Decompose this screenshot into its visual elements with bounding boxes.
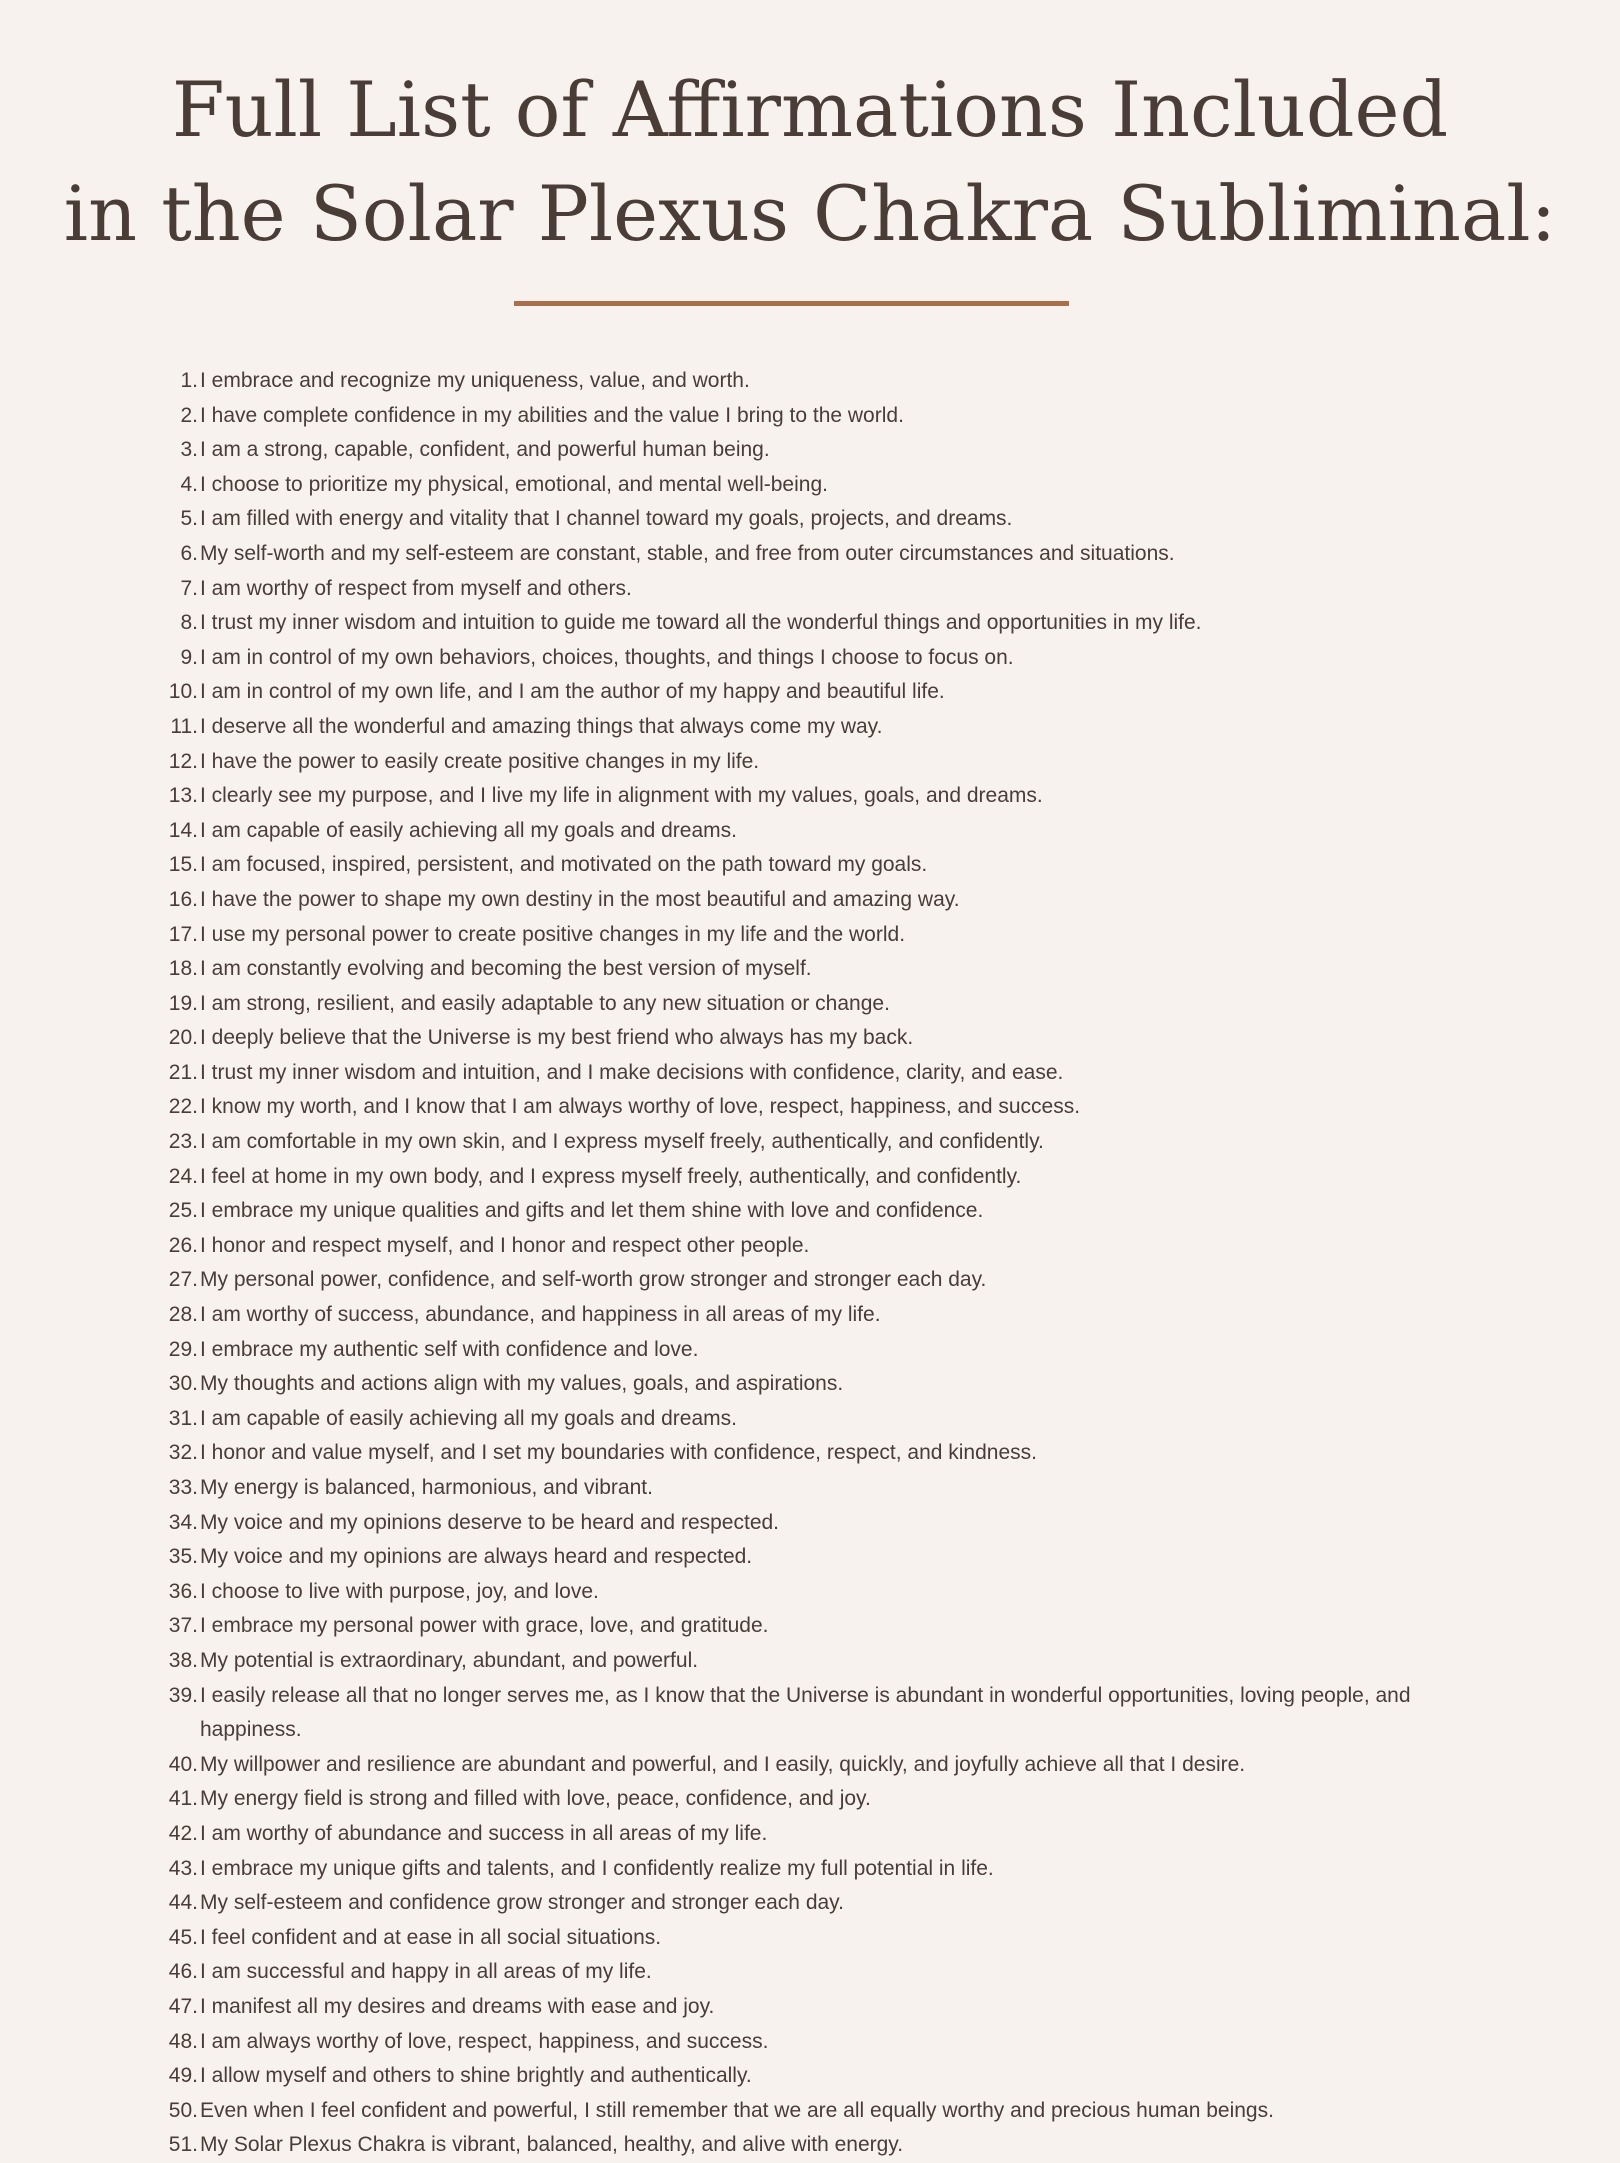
- list-item-text: I am worthy of respect from myself and others.: [200, 576, 632, 600]
- list-item: [0, 537, 1620, 572]
- list-item-text: My thoughts and actions align with my values, goals, and aspirations.: [200, 1372, 844, 1396]
- list-item-text: I deserve all the wonderful and amazing things that always come my way.: [200, 714, 883, 738]
- list-item-number: 11.: [170, 714, 198, 738]
- list-item-number: 16.: [168, 887, 198, 911]
- list-item-text: My energy is balanced, harmonious, and vibrant.: [200, 1476, 653, 1499]
- list-item-number: 39.: [168, 1683, 198, 1707]
- list-item-text: I clearly see my purpose, and I live my life in alignment with my values, goals, and dreams.: [200, 784, 1043, 808]
- list-item: [0, 1575, 1620, 1610]
- list-item-number: 19.: [168, 991, 198, 1015]
- list-item-number: 33.: [168, 1476, 198, 1499]
- list-item-number: 6.: [180, 541, 198, 565]
- list-item: [0, 2025, 1620, 2060]
- list-item-number: 40.: [168, 1752, 198, 1776]
- list-item-number: 8.: [180, 611, 198, 635]
- list-item-text: My potential is extraordinary, abundant, and powerful.: [200, 1648, 699, 1672]
- list-item-number: 21.: [168, 1060, 198, 1084]
- list-item-text: I allow myself and others to shine brightly and authentically.: [200, 2064, 752, 2088]
- list-item: [0, 1194, 1620, 1229]
- list-item-number: 10.: [168, 680, 198, 704]
- title-divider: [514, 301, 1069, 306]
- list-item-number: 41.: [168, 1787, 198, 1811]
- list-item: [0, 1021, 1620, 1056]
- list-item: [0, 1817, 1620, 1852]
- list-item-text: I deeply believe that the Universe is my best friend who always has my back.: [200, 1026, 914, 1050]
- list-item-number: 24.: [168, 1164, 198, 1188]
- list-item: [0, 1748, 1620, 1783]
- list-item: [0, 1955, 1620, 1990]
- list-item-text: I am successful and happy in all areas of my life.: [200, 1960, 652, 1984]
- list-item-number: 20.: [168, 1026, 198, 1050]
- list-item: [0, 606, 1620, 641]
- list-item: [0, 952, 1620, 987]
- list-item-text: I am focused, inspired, persistent, and motivated on the path toward my goals.: [200, 853, 928, 877]
- list-item-number: 45.: [168, 1925, 198, 1949]
- list-item-number: 28.: [168, 1303, 198, 1327]
- list-item-text: I embrace and recognize my uniqueness, value, and worth.: [200, 369, 750, 392]
- list-item-number: 14.: [168, 818, 198, 842]
- list-item-text: I embrace my authentic self with confidence and love.: [200, 1337, 699, 1361]
- list-item-number: 48.: [168, 2029, 198, 2053]
- list-item-text: Even when I feel confident and powerful, I still remember that we are all equally worthy and precious human beings.: [200, 2098, 1274, 2122]
- page-title: [0, 58, 1620, 266]
- list-item-number: 22.: [168, 1095, 198, 1119]
- list-item-number: 29.: [168, 1337, 198, 1361]
- list-item: [0, 502, 1620, 537]
- list-item-text: I have the power to easily create positive changes in my life.: [200, 749, 760, 773]
- list-item: [0, 814, 1620, 849]
- list-item-number: 37.: [168, 1614, 198, 1638]
- list-item: [0, 1333, 1620, 1368]
- list-item-text: I am constantly evolving and becoming the best version of myself.: [200, 957, 812, 981]
- list-item: [0, 710, 1620, 745]
- list-item-number: 38.: [168, 1648, 198, 1672]
- list-item-text: My voice and my opinions deserve to be heard and respected.: [200, 1510, 780, 1534]
- list-item: [0, 1782, 1620, 1817]
- list-item: [0, 572, 1620, 607]
- list-item: [0, 1609, 1620, 1644]
- list-item: [0, 2128, 1620, 2163]
- list-item: [0, 1540, 1620, 1575]
- list-item: [0, 468, 1620, 503]
- list-item: [0, 779, 1620, 814]
- list-item-text: My personal power, confidence, and self-worth grow stronger and stronger each day.: [200, 1268, 987, 1292]
- list-item-text: I am worthy of success, abundance, and happiness in all areas of my life.: [200, 1303, 881, 1327]
- list-item-text: I easily release all that no longer serves me, as I know that the Universe is abundant in wonderful opportunities, loving people, and happiness.: [200, 1683, 1411, 1742]
- list-item-text: I know my worth, and I know that I am always worthy of love, respect, happiness, and success.: [200, 1095, 1081, 1119]
- list-item-text: I am always worthy of love, respect, happiness, and success.: [200, 2029, 769, 2053]
- list-item-number: 43.: [168, 1856, 198, 1880]
- list-item-number: 30.: [168, 1372, 198, 1396]
- list-item-text: My voice and my opinions are always heard and respected.: [200, 1545, 753, 1569]
- list-item: [0, 1436, 1620, 1471]
- list-item-text: My self-worth and my self-esteem are constant, stable, and free from outer circumstances and situations.: [200, 541, 1175, 565]
- list-item: [0, 1852, 1620, 1887]
- list-item: [0, 2094, 1620, 2129]
- list-item-number: 9.: [180, 645, 198, 669]
- list-item-number: 27.: [168, 1268, 198, 1292]
- list-item: [0, 1298, 1620, 1333]
- list-item-number: 3.: [180, 438, 198, 462]
- list-item-number: 31.: [168, 1406, 198, 1430]
- list-item-text: I manifest all my desires and dreams with ease and joy.: [200, 1994, 715, 2018]
- list-item: [0, 1921, 1620, 1956]
- list-item-text: I am strong, resilient, and easily adaptable to any new situation or change.: [200, 991, 890, 1015]
- list-item: [0, 675, 1620, 710]
- list-item: [0, 1367, 1620, 1402]
- affirmation-list: [0, 364, 1620, 2163]
- list-item: [0, 848, 1620, 883]
- list-item-number: 42.: [168, 1821, 198, 1845]
- list-item: [0, 883, 1620, 918]
- list-item-number: 32.: [168, 1441, 198, 1465]
- list-item-text: I embrace my personal power with grace, love, and gratitude.: [200, 1614, 769, 1638]
- list-item-number: 17.: [168, 922, 198, 946]
- list-item-text: I am capable of easily achieving all my goals and dreams.: [200, 818, 737, 842]
- list-item: [0, 1506, 1620, 1541]
- list-item: [0, 987, 1620, 1022]
- list-item-number: 35.: [168, 1545, 198, 1569]
- list-item-text: I honor and value myself, and I set my boundaries with confidence, respect, and kindness.: [200, 1441, 1037, 1465]
- list-item-text: I have complete confidence in my abilities and the value I bring to the world.: [200, 403, 904, 427]
- list-item-number: 2.: [180, 403, 198, 427]
- list-item-text: My Solar Plexus Chakra is vibrant, balanced, healthy, and alive with energy.: [200, 2133, 904, 2157]
- list-item-text: My energy field is strong and filled with love, peace, confidence, and joy.: [200, 1787, 871, 1811]
- list-item-text: I am a strong, capable, confident, and powerful human being.: [200, 438, 770, 462]
- list-item-number: 49.: [168, 2064, 198, 2088]
- list-item-number: 23.: [168, 1130, 198, 1154]
- list-item: [0, 1990, 1620, 2025]
- list-item-number: 34.: [168, 1510, 198, 1534]
- list-item-text: I have the power to shape my own destiny in the most beautiful and amazing way.: [200, 887, 960, 911]
- list-item-text: My self-esteem and confidence grow stronger and stronger each day.: [200, 1891, 844, 1915]
- list-item-text: I am in control of my own behaviors, choices, thoughts, and things I choose to focus on.: [200, 645, 1014, 669]
- list-item-text: I embrace my unique qualities and gifts and let them shine with love and confidence.: [200, 1199, 984, 1223]
- list-item-number: 13.: [168, 784, 198, 808]
- list-item-text: I am capable of easily achieving all my goals and dreams.: [200, 1406, 737, 1430]
- list-item: [0, 1229, 1620, 1264]
- list-item-number: 25.: [168, 1199, 198, 1223]
- list-item-text: I trust my inner wisdom and intuition, and I make decisions with confidence, clarity, and ease.: [200, 1060, 1064, 1084]
- list-item-number: 12.: [168, 749, 198, 773]
- list-item: [0, 1679, 1620, 1748]
- list-item-number: 44.: [168, 1891, 198, 1915]
- list-item-text: I choose to prioritize my physical, emotional, and mental well-being.: [200, 472, 828, 496]
- list-item-text: I am worthy of abundance and success in all areas of my life.: [200, 1821, 768, 1845]
- list-item-text: I feel at home in my own body, and I express myself freely, authentically, and confidently.: [200, 1164, 1022, 1188]
- list-item-text: I use my personal power to create positive changes in my life and the world.: [200, 922, 906, 946]
- list-item-text: I choose to live with purpose, joy, and love.: [200, 1579, 599, 1603]
- list-item-text: I am in control of my own life, and I am the author of my happy and beautiful life.: [200, 680, 945, 704]
- list-item: [0, 1056, 1620, 1091]
- list-item-text: My willpower and resilience are abundant and powerful, and I easily, quickly, and joyfully achieve all that I desire.: [200, 1752, 1246, 1776]
- list-item: [0, 641, 1620, 676]
- list-item: [0, 1263, 1620, 1298]
- list-item-number: 47.: [168, 1994, 198, 2018]
- list-item-number: 18.: [168, 957, 198, 981]
- list-item-number: 36.: [168, 1579, 198, 1603]
- list-item-number: 4.: [180, 472, 198, 496]
- list-item-text: I embrace my unique gifts and talents, and I confidently realize my full potential in life.: [200, 1856, 994, 1880]
- list-item-number: 15.: [168, 853, 198, 877]
- list-item-text: I honor and respect myself, and I honor and respect other people.: [200, 1233, 810, 1257]
- list-item-text: I trust my inner wisdom and intuition to guide me toward all the wonderful things and opportunities in my life.: [200, 611, 1202, 635]
- list-item-text: I am comfortable in my own skin, and I express myself freely, authentically, and confidently.: [200, 1130, 1044, 1154]
- list-item-text: I am filled with energy and vitality that I channel toward my goals, projects, and dreams.: [200, 507, 1013, 531]
- list-item: [0, 1644, 1620, 1679]
- list-item-number: 26.: [168, 1233, 198, 1257]
- list-item-number: 50.: [168, 2098, 198, 2122]
- list-item-number: 7.: [180, 576, 198, 600]
- list-item: [0, 399, 1620, 434]
- list-item-number: 1.: [180, 369, 198, 392]
- list-item: [0, 1090, 1620, 1125]
- list-item: [0, 364, 1620, 399]
- list-item-number: 46.: [168, 1960, 198, 1984]
- list-item: [0, 918, 1620, 953]
- list-item-number: 5.: [180, 507, 198, 531]
- list-item-text: I feel confident and at ease in all social situations.: [200, 1925, 662, 1949]
- list-item: [0, 745, 1620, 780]
- list-item: [0, 1125, 1620, 1160]
- list-item-number: 51.: [168, 2133, 198, 2157]
- page-title-line-2: in the Solar Plexus Chakra Subliminal:: [63, 169, 1557, 258]
- list-item: [0, 1160, 1620, 1195]
- list-item: [0, 2059, 1620, 2094]
- list-item: [0, 1402, 1620, 1437]
- list-item: [0, 1471, 1620, 1506]
- list-item: [0, 433, 1620, 468]
- page-title-line-1: Full List of Affirmations Included: [171, 65, 1449, 154]
- list-item: [0, 1886, 1620, 1921]
